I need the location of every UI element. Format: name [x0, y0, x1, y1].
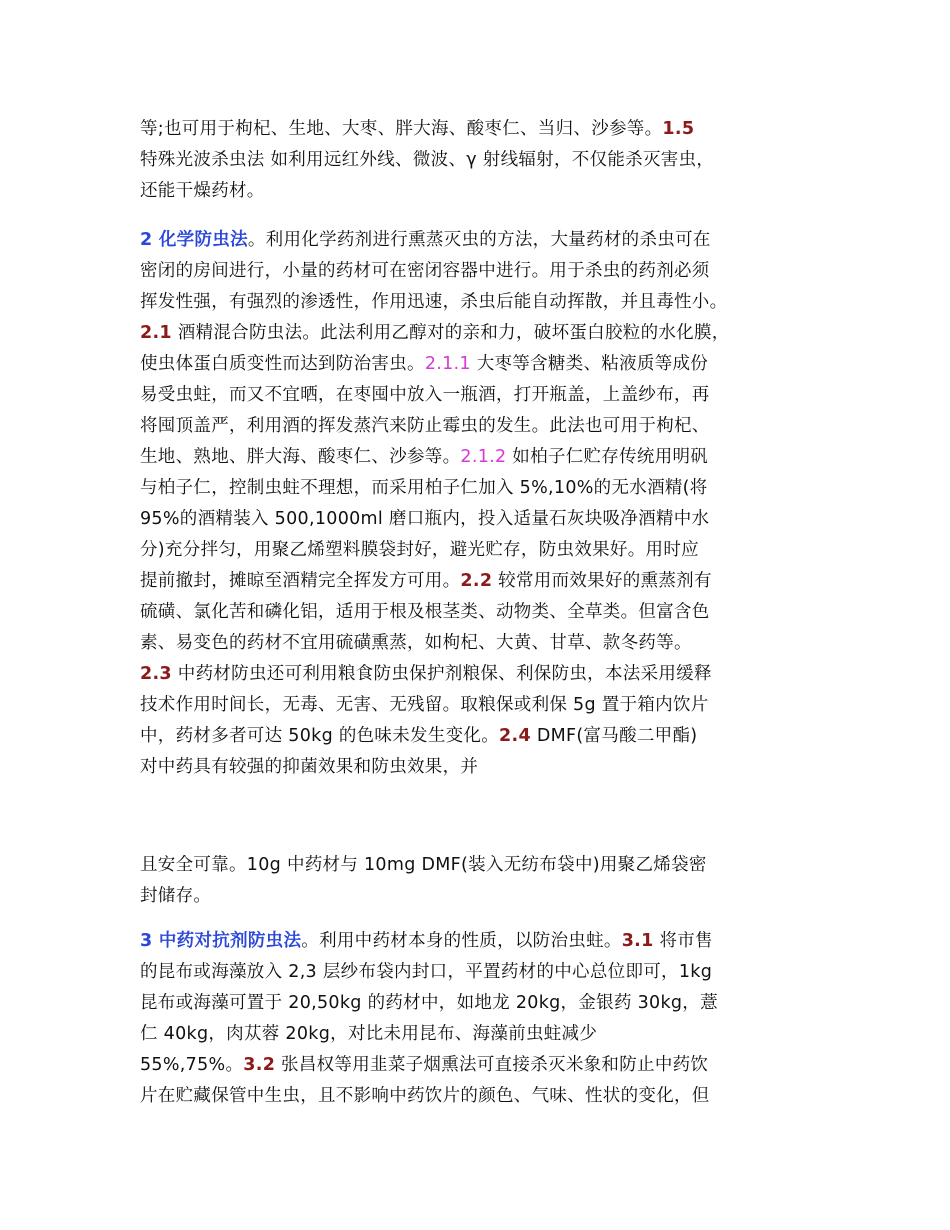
section-number-3-1: 3.1: [621, 931, 654, 951]
body-text: 将市售 的昆布或海藻放入 2,3 层纱布袋内封口，平置药材的中心总位即可，1kg 昆布或海藻可置于 20,50kg 的药材中，如地龙 20kg，金银药 30kg，薏 仁 40kg，肉苁蓉 20kg，对比未用昆布、海藻前虫蛀减少 55%,75%。: [140, 931, 718, 1075]
body-text: 大枣等含糖类、粘液质等成份 易受虫蛀，而又不宜晒，在枣囤中放入一瓶酒，打开瓶盖，上盖纱布，再 将囤顶盖严，利用酒的挥发蒸汽来防止霉虫的发生。此法也可用于枸杞、 生地、熟地、胖大海、酸枣仁、沙参等。: [140, 354, 710, 467]
section-number-1-5: 1.5: [662, 119, 695, 139]
section-number-2-1-1: 2.1.1: [424, 354, 471, 374]
paragraph-1-5: [140, 114, 830, 207]
section-number-2-2: 2.2: [460, 571, 493, 591]
body-text: 较常用而效果好的熏蒸剂有 硫磺、氯化苦和磷化铝，适用于根及根茎类、动物类、全草类。但富含色 素、易变色的药材不宜用硫磺熏蒸，如枸杞、大黄、甘草、款冬药等。: [140, 571, 712, 653]
body-text: 如柏子仁贮存传统用明矾 与柏子仁，控制虫蛀不理想，而采用柏子仁加入 5%,10%的无水酒精(将 95%的酒精装入 500,1000ml 磨口瓶内，投入适量石灰块吸净酒精中水 分)充分拌匀，用聚乙烯塑料膜袋封好，避光贮存，防虫效果好。用时应 提前撤封，摊晾至酒精完全挥发方可用。: [140, 447, 710, 591]
section-number-2-3: 2.3: [140, 664, 172, 684]
section-2-chemical: [140, 225, 830, 783]
section-3-antagonist: [140, 926, 830, 1112]
body-text: DMF(富马酸二甲酯) 对中药具有较强的抑菌效果和防虫效果，并: [140, 726, 698, 777]
body-text: 等;也可用于枸杞、生地、大枣、胖大海、酸枣仁、当归、沙参等。: [140, 119, 663, 139]
body-text: 。利用化学药剂进行熏蒸灭虫的方法，大量药材的杀虫可在 密闭的房间进行，小量的药材可在密闭容器中进行。用于杀虫的药剂必须 挥发性强，有强烈的渗透性，作用迅速，杀虫后能自动挥散，并且毒性小。: [140, 230, 728, 312]
body-text: 。利用中药材本身的性质，以防治虫蛀。: [301, 931, 622, 951]
section-heading-2: 2 化学防虫法: [140, 230, 248, 250]
body-text: 特殊光波杀虫法 如利用远红外线、微波、γ 射线辐射，不仅能杀灭害虫， 还能干燥药材。: [140, 150, 715, 201]
paragraph-continuation: [140, 850, 830, 912]
body-text: 酒精混合防虫法。此法利用乙醇对的亲和力，破坏蛋白胶粒的水化膜， 使虫体蛋白质变性而达到防治害虫。: [140, 323, 730, 374]
section-number-3-2: 3.2: [243, 1055, 276, 1075]
section-number-2-1: 2.1: [140, 323, 172, 343]
section-number-2-4: 2.4: [499, 726, 531, 746]
section-heading-3: 3 中药对抗剂防虫法: [140, 931, 302, 951]
body-text: 且安全可靠。10g 中药材与 10mg DMF(装入无纺布袋中)用聚乙烯袋密 封储存。: [140, 855, 707, 906]
section-number-2-1-2: 2.1.2: [460, 447, 507, 467]
body-text: 中药材防虫还可利用粮食防虫保护剂粮保、利保防虫，本法采用缓释 技术作用时间长，无毒、无害、无残留。取粮保或利保 5g 置于箱内饮片 中，药材多者可达 50kg 的色味未发生变化。: [140, 664, 712, 746]
body-text: 张昌权等用韭菜子烟熏法可直接杀灭米象和防止中药饮 片在贮藏保管中生虫，且不影响中药饮片的颜色、气味、性状的变化，但: [140, 1055, 710, 1106]
